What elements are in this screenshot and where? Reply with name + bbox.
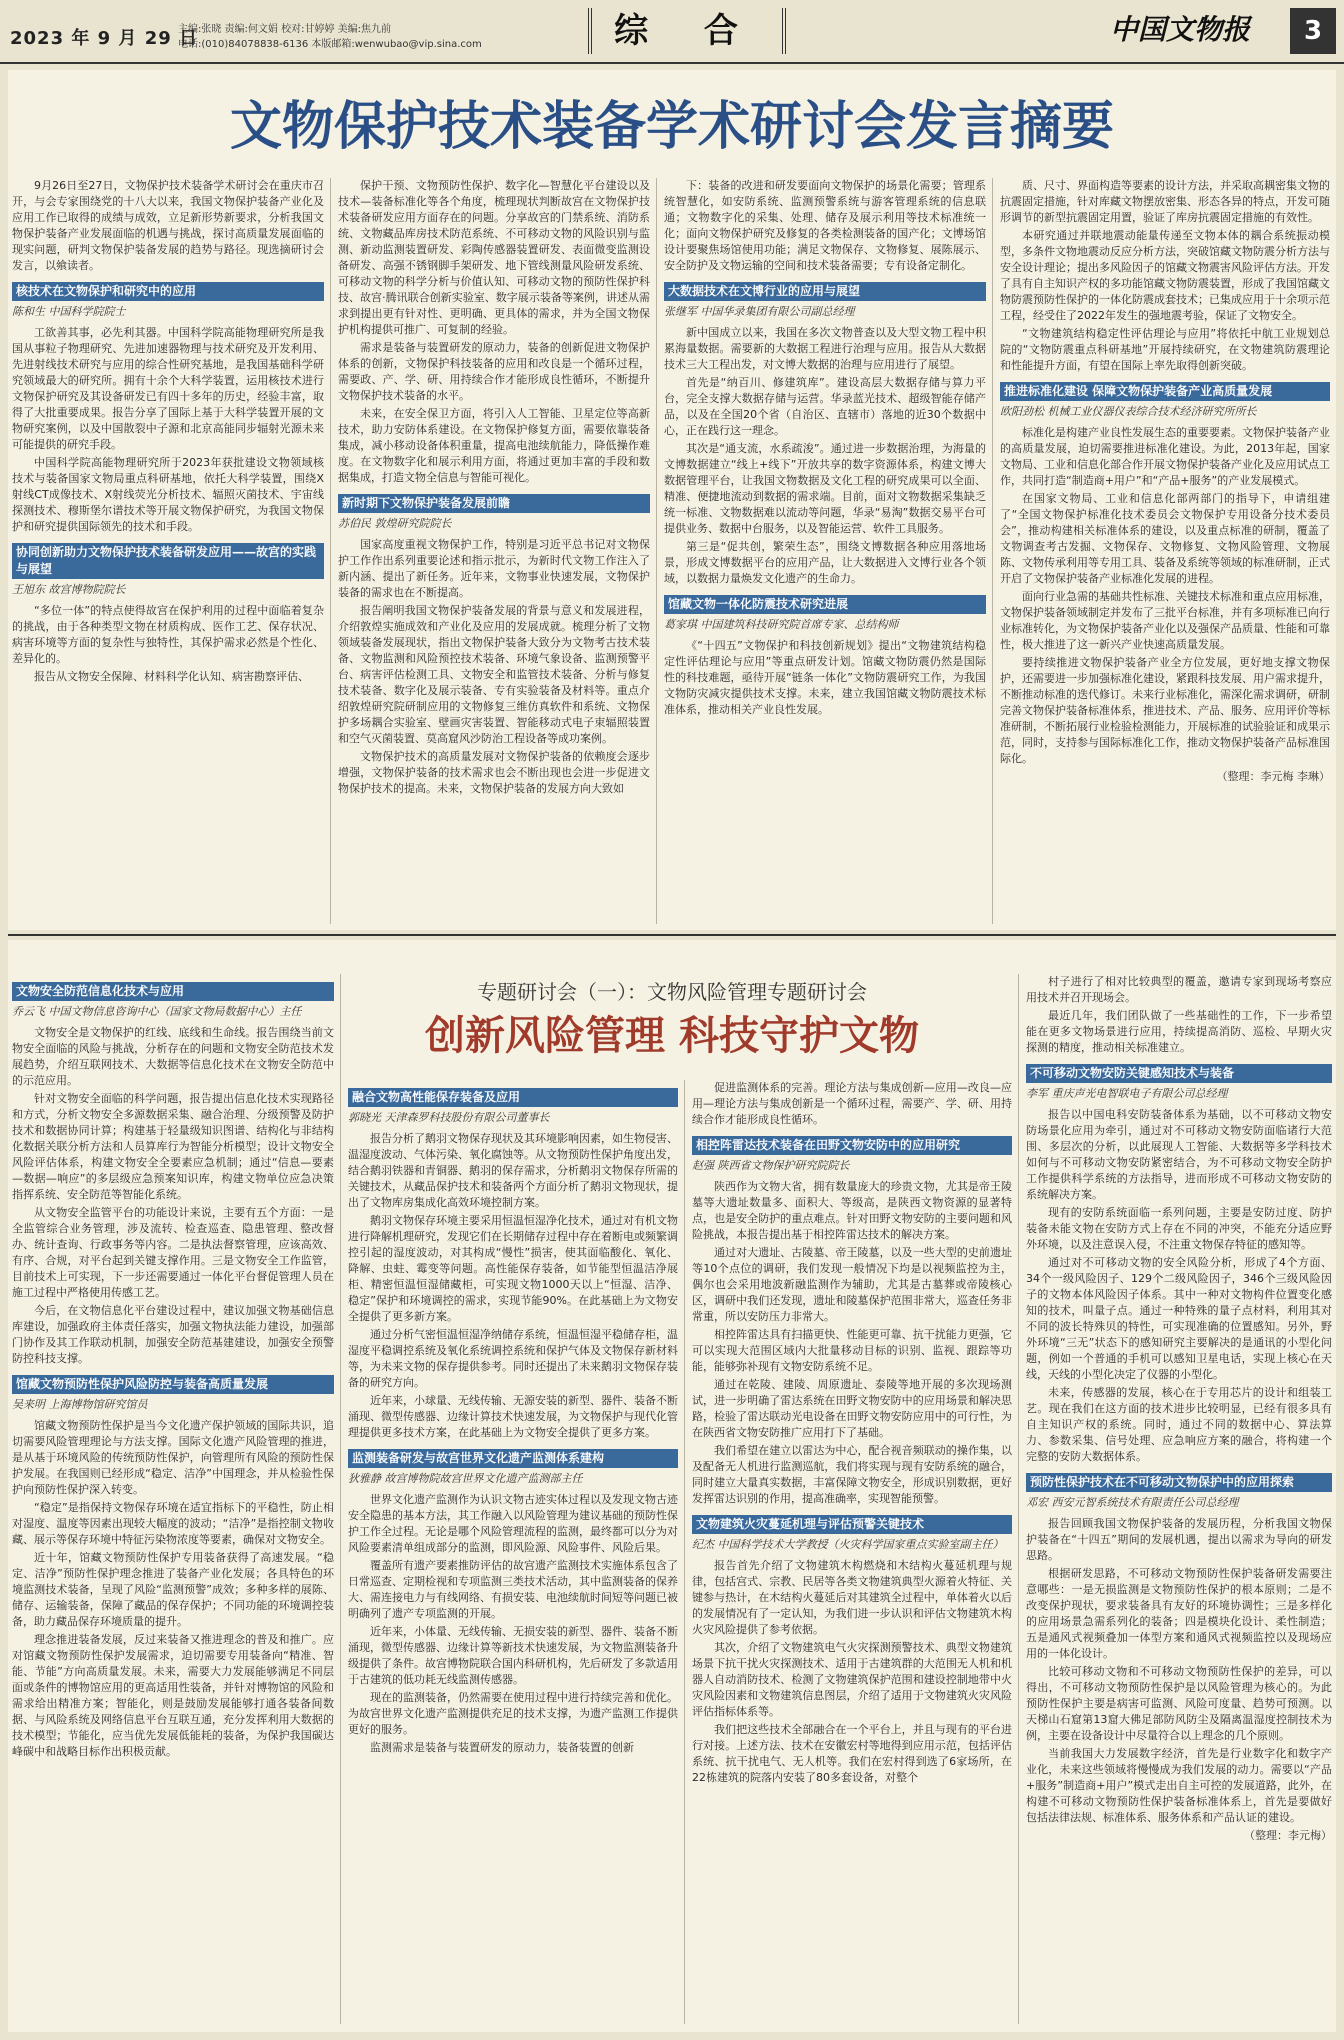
body-paragraph: 理念推进装备发展，反过来装备又推进理念的普及和推广。应对馆藏文物预防性保护发展需求，迫切需要专用装备向“精准、智能、节能”方向高质量发展。未来，需要大力发展能够满足不同层面或条件的博物馆应用的更高适用性装备，并针对博物馆的风险和需求给出精准方案；智能化，则是鼓励发展能够打通各装备间数据、与风险系统及网络信息平台互联互通，充分发挥利用大数据的技术模型；节能化，应当优先发展低能耗的装备，为保护我国碳达峰碳中和战略目标作出积极贡献。 xyxy=(12,1633,334,1758)
author-byline: 赵强 陕西省文物保护研究院院长 xyxy=(692,1159,850,1172)
column-divider xyxy=(340,974,341,2024)
section-heading: 预防性保护技术在不可移动文物保护中的应用探索 xyxy=(1026,1473,1332,1492)
bottom-column-4 xyxy=(1026,974,1332,2024)
editor-signature: （整理：李元梅） xyxy=(1244,1829,1332,1842)
body-paragraph: 馆藏文物预防性保护是当今文化遗产保护领域的国际共识，追切需要风险管理理论与方法支撑。国际文化遗产风险管理的推进，是从基于环境风险的传统预防性保护，向管理所有风险的预防性保护发展。在我国则已经形成“稳定、洁净”中国理念，并从检验性保护向预防性保护深入转变。 xyxy=(12,1419,334,1496)
body-paragraph: 通过对大遗址、古陵墓、帝王陵墓，以及一些大型的史前遗址等10个点位的调研，我们发现一般情况下均是以视频监控为主，偶尔也会采用地波新融监测作为辅助，尤其是古墓葬或帝陵核心区，调研中我们还发现，遗址和陵墓保护范围非常大，巡查任务非常重，所以安防压力非常大。 xyxy=(692,1246,1012,1323)
body-paragraph: 通过分析气密恒温恒湿净纳储存系统，恒温恒湿平稳储存柜，温湿度平稳调控系统及氧化系统调控系统和保护气体及文物保存新材料等，为未来文物的保存提供参考。同时还提出了未来鹅羽文物保存装备的研究方向。 xyxy=(348,1328,678,1389)
author-byline: 纪杰 中国科学技术大学教授（火灾科学国家重点实验室副主任） xyxy=(692,1538,1004,1551)
issue-date: 2023 年 9 月 29 日 xyxy=(10,28,199,49)
bottom-column-1 xyxy=(12,974,334,2024)
body-paragraph: 覆盖所有遗产要素推防评估的故宫遗产监测技术实施体系包含了日常巡查、定期检视和专项监测三类技术活动，其中监测装备的保养大、需连接电力与有线网络、有损安装、电池续航时间短等问题已被明确列了遗产专项监测的开展。 xyxy=(348,1559,678,1620)
body-paragraph: 工欲善其事，必先利其器。中国科学院高能物理研究所是我国从事粒子物理研究、先进加速器物理与技术研究及开发利用、先进射线技术研究与应用的综合性研究基地，是我国基础科学研究领域最大的研究所。拥有十余个大科学装置，运用核技术进行文物保护研究及其设备研发已有四十多年的历史，经验丰富，取得了大批重要成果。报告分享了国际上基于大科学装置开展的文物研究案例，以及中国散裂中子源和北京高能同步辐射光源未来可能提供的研究手段。 xyxy=(12,326,324,451)
column-divider xyxy=(330,178,331,924)
section-heading: 馆藏文物预防性保护风险防控与装备高质量发展 xyxy=(12,1375,334,1394)
body-paragraph: “多位一体”的特点使得故宫在保护利用的过程中面临着复杂的挑战，由于各种类型文物在材质构成、医作工艺、保存状况、病害环境等方面的复杂性与独特性，其保护需求必然是个性化、差异化的。 xyxy=(12,604,324,665)
body-paragraph: 监测需求是装备与装置研发的原动力，装备装置的创新 xyxy=(370,1741,634,1754)
author-byline: 李军 重庆声光电智联电子有限公司总经理 xyxy=(1026,1087,1228,1100)
body-paragraph: 文物保护技术的高质量发展对文物保护装备的依赖度会逐步增强，文物保护装备的技术需求也会不断出现也会进一步促进文物保护技术的提高。未来，文物保护装备的发展方向大致如 xyxy=(338,750,650,795)
body-paragraph: 报告阐明我国文物保护装备发展的背景与意义和发展进程，介绍敦煌实施成效和产业化及应用的发展成就。梳理分析了文物领域装备发展现状，指出文物保护装备大致分为文物考古技术装备、文物监测和风险预控技术装备、环境气象设备、监测预警平台、病害评估检测工具、文物安全和监管技术装备、分析与修复技术装备、数字化及展示装备、专有实验装备及材料等。重点介绍敦煌研究院研制应用的文物修复三维仿真软件和系统、文物保护多场耦合实验室、壁画灾害装置、智能移动式电子束辐照装置和空气灭菌装置、莫高窟风沙防治工程设备等成功案例。 xyxy=(338,604,650,745)
author-byline: 陈和生 中国科学院院士 xyxy=(12,305,126,318)
column-divider xyxy=(684,1080,685,2024)
intro-paragraph: 9月26日至27日，文物保护技术装备学术研讨会在重庆市召开，与会专家围绕党的十八大以来，我国文物保护装备产业化及应用工作已取得的成绩与成效，立足新形势新要求，分析我国文物保护装备产业发展面临的机遇与挑战，探讨高质量发展面临的现实问题，研判文物保护装备发展的趋势与路径。现选摘研讨会发言，以飨读者。 xyxy=(12,179,324,272)
body-paragraph: 质、尺寸、界面构造等要素的设计方法，并采取高耦密集文物的抗震固定措施，针对库藏文物摆放密集、形态各异的特点，开发可随形调节的新型抗震固定用置，验证了库房抗震固定措施的有效性。 xyxy=(1000,179,1330,224)
bottom-article-panel xyxy=(8,940,1336,2032)
bottom-column-3 xyxy=(692,1080,1012,2024)
body-paragraph: 国家高度重视文物保护工作，特别是习近平总书记对文物保护工作作出系列重要论述和指示批示，为新时代文物工作注入了新内涵、提出了新任务。近年来，文物事业快速发展，文物保护装备的需求也在不断提高。 xyxy=(338,538,650,599)
section-heading: 相控阵雷达技术装备在田野文物安防中的应用研究 xyxy=(692,1136,1012,1155)
body-paragraph: “文物建筑结构稳定性评估理论与应用”将依托中航工业规划总院的“文物防震重点科研基地”开展持续研究，在文物建筑防震理论和性能提升方面，有望在国际上率先取得创新突破。 xyxy=(1000,327,1330,372)
top-column-1 xyxy=(12,178,324,924)
column-divider xyxy=(1018,974,1019,2024)
body-paragraph: 当前我国大力发展数字经济，首先是行业数字化和数字产业化，未来这些领域将慢慢成为我们发展的动力。需要以“产品+服务”制造商+用户”模式走出自主可控的发展道路，此外，在构建不可移动文物预防性保护装备标准体系上，首先是要做好包括法律法规、标准体系、服务体系和产品认证的建设。 xyxy=(1026,1747,1332,1824)
masthead xyxy=(0,0,1344,64)
top-column-4 xyxy=(1000,178,1330,924)
body-paragraph: 要持续推进文物保护装备产业全方位发展，更好地支撑文物保护，还需要进一步加强标准化建设，紧跟科技发展、用户需求提升，不断推动标准的迭代修订。未来行业标准化，需深化需求调研，研制完善文物保护装备标准体系，推进技术、产品、服务、应用评价等标准研制，不断拓展行业检验检测能力，开展标准的试验验证和成果示范，同时，支持参与国际标准化工作，推动文物保护装备产品标准国际化。 xyxy=(1000,656,1330,765)
top-column-3 xyxy=(664,178,986,924)
body-paragraph: 我们把这些技术全部融合在一个平台上，并且与现有的平台进行对接。上述方法、技术在安徽宏村等地得到应用示范，包括评估系统、抗干扰电气、无人机等。我们在宏村得到选了6家场所，在22栋建筑的院落内安装了80多套设备，对整个 xyxy=(692,1723,1012,1784)
body-paragraph: 标准化是构建产业良性发展生态的重要要素。文物保护装备产业的高质量发展，迫切需要推进标准化建设。为此，2013年起，国家文物局、工业和信息化部合作开展文物保护装备产业化及应用试点工作，共同打造“制造商+用户”和“产品+服务”的产业发展模式。 xyxy=(1000,426,1330,487)
body-paragraph: 根据研发思路，不可移动文物预防性保护装备研发需要注意哪些：一是无损监测是文物预防性保护的根本原则；二是不改变保护现状，要求装备具有友好的环境协调性；三是多样化的应用场景急需系列化的装备；四是模块化设计、柔性制造；五是通风式视频叠加一体型方案和通风式视频监控以及现场应用的一体化设计。 xyxy=(1026,1567,1332,1660)
body-paragraph: 在国家文物局、工业和信息化部两部门的指导下，申请组建了“全国文物保护标准化技术委员会文物保护专用设备分技术委员会”，推动构建相关标准体系的建设，以及重点标准的研制，覆盖了文物调查考古发掘、文物保存、文物修复、文物风险管理、文物展陈、文物传承利用等专用工具、装备及系统等领域的标准研制，正式开启了文物保护装备产业标准化发展的进程。 xyxy=(1000,492,1330,585)
body-paragraph: 《“十四五”文物保护和科技创新规划》提出“文物建筑结构稳定性评估理论与应用”等重点研发计划。馆藏文物防震仍然是国际性的科技难题，亟待开展“链条一体化”文物防震研究工作，为我国文物防灾减灾提供技术支撑。未来，建立我国馆藏文物防震技术标准体系，推动相关产业良性发展。 xyxy=(664,639,986,716)
body-paragraph: 针对文物安全面临的科学问题，报告提出信息化技术实现路径和方式，分析文物安全多源数据采集、融合治理、分级预警及防护技术和数据协同计算；构建基于轻量级知识图谱、结构化与非结构化数据关联分析方法和人员算库行为智能分析模型；设计文物安全风险评估体系，构建文物安全全要素应急机制；通过“信息—要素—数据—响应”的多层级应急预案知识库，构建文物单位应急决策指挥系统、安全防范等智能化系统。 xyxy=(12,1092,334,1201)
body-paragraph: 本研究通过并联地震动能量传递至文物本体的耦合系统振动模型，多条件文物地震动反应分析方法，突破馆藏文物防震分析方法与安全设计理论；提出多风险因子的馆藏文物震害风险评估方法。开发了具有自主知识产权的多功能馆藏文物防震装置，形成了我国馆藏文物防震预防性保护的一体化防震成套技术；已集成应用于十余项示范工程，经受住了2022年发生的强地震考验，保证了文物安全。 xyxy=(1000,229,1330,322)
section-heading: 文物建筑火灾蔓延机理与评估预警关键技术 xyxy=(692,1515,1012,1534)
section-heading: 协同创新助力文物保护技术装备研发应用——故宫的实践与展望 xyxy=(12,543,324,579)
body-paragraph: 村子进行了相对比较典型的覆盖，邀请专家到现场考察应用技术并召开现场会。 xyxy=(1026,975,1332,1004)
body-paragraph: 近年来，小球量、无线传输、无源安装的新型、器件、装备不断涌现、微型传感器、边缘计算技术快速发展，为文物保护与现代化管理提供更多技术方案，在此基础上为文物安全提供了更多方案。 xyxy=(348,1394,678,1439)
body-paragraph: 现在的监测装备，仍然需要在使用过程中进行持续完善和优化。为故宫世界文化遗产监测提供充足的技术支撑，为遗产监测工作提供更好的服务。 xyxy=(348,1691,678,1736)
newspaper-logo: 中国文物报 xyxy=(1110,13,1251,46)
column-divider xyxy=(992,178,993,924)
section-title: 综 合 xyxy=(588,8,786,54)
section-heading: 监测装备研发与故宫世界文化遗产监测体系建构 xyxy=(348,1449,678,1468)
body-paragraph: 报告以中国电科安防装备体系为基础，以不可移动文物安防场景化应用为牵引，通过对不可移动文物安防面临诸行大范围、多层次的分析，以此展现人工智能、大数据等多学科技术如何与不可移动文物安防紧密结合，为不可移动文物安全防护工作提供科学系统的方法指导，进而形成不可移动文物安防的系统解决方案。 xyxy=(1026,1108,1332,1201)
author-byline: 葛家琪 中国建筑科技研究院首席专家、总结构师 xyxy=(664,618,899,631)
body-paragraph: 需求是装备与装置研发的原动力，装备的创新促进文物保护体系的创新，文物保护科技装备的应用和改良是一个循环过程，需要政、产、学、研、用持续合作才能形成良性循环，不断提升文物保护技术装备的水平。 xyxy=(338,341,650,402)
body-paragraph: 今后，在文物信息化平台建设过程中，建议加强文物基础信息库建设，加强政府主体责任落实，加强文物执法能力建设，加强部门协作及其工作联动机制，加强安全防范基建建设，加强安全预警防控科技支撑。 xyxy=(12,1304,334,1365)
credits-line-2: 电话:(010)84078838-6136 本版邮箱:wenwubao@vip.sina.com xyxy=(178,39,482,50)
body-paragraph: 其次是“通支流，水系疏浚”。通过进一步数据治理，为海量的文博数据建立“线上+线下”开放共享的数字资源体系，构建文博大数据管理平台，让我国文物数据及文化工程的研究成果可以全面、精准、便捷地流动到数据的需求端。目前，面对文物数据采集缺乏统一标准、文物数据难以流动等问题，华录“易淘”数据交易平台可提供业务、数据中台服务，以及智能运营、软件工具服务。 xyxy=(664,442,986,535)
author-byline: 狄雅静 故宫博物院故宫世界文化遗产监测部主任 xyxy=(348,1472,583,1485)
body-paragraph: 面向行业急需的基础共性标准、关键技术标准和重点应用标准，文物保护装备领域制定并发布了三批平台标准，并有多项标准已向行业标准转化，为文物保护装备产业化以及强保产品质量、性能和可靠性，极大推进了这一新兴产业快速高质量发展。 xyxy=(1000,590,1330,651)
body-paragraph: 第三是“促共创，繁荣生态”，围绕文博数据各种应用落地场景，形成文博数据平台的应用产品，让大数据进入文博行业各个领域，以数据力量焕发文化遗产的生命力。 xyxy=(664,540,986,585)
body-paragraph: 世界文化遗产监测作为认识文物古迹实体过程以及发现文物古迹安全隐患的基本方法，其工作融入以风险管理为建议基础的预防性保护工作全过程。无论是哪个风险管理流程的监测，最终都可以分为对风险要素清单组成部分的监测，即风险源、风险事件、风险后果。 xyxy=(348,1493,678,1554)
body-paragraph: 通过在乾陵、建陵、周原遗址、泰陵等地开展的多次现场测试，进一步明确了雷达系统在田野文物安防中的应用场景和解决思路，检验了雷达联动光电设备在田野文物安防应用中的可行性，为在陕西省文物安防推广应用打下了基础。 xyxy=(692,1378,1012,1439)
body-paragraph: 相控阵雷达具有扫描更快、性能更可靠、抗干扰能力更强，它可以实现大范围区域内大批量移动目标的识别、监视、跟踪等功能，能够弥补现有文物安防系统不足。 xyxy=(692,1328,1012,1373)
bottom-headline: 创新风险管理 科技守护文物 xyxy=(425,1012,919,1059)
body-paragraph: 首先是“纳百川、修建筑库”。建设高层大数据存储与算力平台，完全支撑大数据存储与运营。华录蓝光技术、超级智能存储产品，以及在全国20个省（自治区、直辖市）落地的近30个数据中心，正在践行这一理念。 xyxy=(664,376,986,437)
section-heading: 大数据技术在文博行业的应用与展望 xyxy=(664,282,986,301)
editor-credits xyxy=(178,22,482,52)
body-paragraph: 通过对不可移动文物的安全风险分析，形成了4个方面、34个一级风险因子、129个二级风险因子，346个三级风险因子的文物本体风险因子体系。其中一种对文物构件位置变化感知的技术，叫量子点。通过一种特殊的量子点材料，利用其对不同的波长特殊贝的特性，可实现准确的位置感知。另外，野外环境“三无”状态下的感知研究主要解决的是通讯的小型化问题，例如一个普通的手机可以感知卫星电话，实现上核心在天线，天线的小型化决定了仪器的小型化。 xyxy=(1026,1256,1332,1381)
author-byline: 王旭东 故宫博物院院长 xyxy=(12,583,126,596)
top-article-panel xyxy=(8,70,1336,930)
author-byline: 邓宏 西安元智系统技术有限责任公司总经理 xyxy=(1026,1496,1239,1509)
section-heading: 新时期下文物保护装备发展前瞻 xyxy=(338,494,650,513)
bottom-subheadline: 专题研讨会（一）：文物风险管理专题研讨会 xyxy=(477,980,867,1004)
body-paragraph: 近十年，馆藏文物预防性保护专用装备获得了高速发展。“稳定、洁净”预防性保护理念推进了装备产业化发展；各具特色的环境监测技术装备，呈现了风险“监测预警”成效；多种多样的展陈、储存、运输装备，保障了藏品的保存保护；不同功能的环境调控装备，助力藏品保存环境质量的提升。 xyxy=(12,1551,334,1628)
author-byline: 苏伯民 敦煌研究院院长 xyxy=(338,517,452,530)
masthead-rule xyxy=(0,62,1344,64)
section-heading: 融合文物高性能保存装备及应用 xyxy=(348,1088,678,1107)
top-column-2 xyxy=(338,178,650,924)
body-paragraph: 未来，在安全保卫方面，将引入人工智能、卫星定位等高新技术，助力安防体系建设。在文物保护修复方面，需要依靠装备集成，减小移动设备体积重量，提高电池续航能力，降低操作难度。在文物数字化和展示利用方面，将通过更加丰富的手段和数据集成，打造文物全信息与智能可视化。 xyxy=(338,407,650,484)
body-paragraph: 其次，介绍了文物建筑电气火灾探测预警技术、典型文物建筑场景下抗干扰火灾探测技术、适用于古建筑群的大范围无人机和机器人自动消防技术、检测了文物建筑保护范围和建设控制地带中火灾风险因素和文物建筑信息图层，介绍了适用于文物建筑火灾风险评估指标体系等。 xyxy=(692,1641,1012,1718)
body-paragraph: 报告回顾我国文物保护装备的发展历程，分析我国文物保护装备在“十四五”期间的发展机遇，提出以需求为导向的研发思路。 xyxy=(1026,1517,1332,1562)
section-heading: 馆藏文物一体化防震技术研究进展 xyxy=(664,595,986,614)
body-paragraph: 报告首先介绍了文物建筑木构燃烧和木结构火蔓延机理与规律，包括宫式、宗教、民居等各类文物建筑典型火源着火特征、关键参与热计，在木结构火蔓延后对其建筑全过程中，单体着火以后的发展情况有了一定认知，为我们进一步认识和评估文物建筑木构火灾风险提供了参考依据。 xyxy=(692,1559,1012,1636)
section-heading: 不可移动文物安防关键感知技术与装备 xyxy=(1026,1064,1332,1083)
bottom-column-2 xyxy=(348,1080,678,2024)
section-separator xyxy=(8,934,1336,936)
top-headline: 文物保护技术装备学术研讨会发言摘要 xyxy=(229,96,1114,157)
author-byline: 张继军 中国华录集团有限公司副总经理 xyxy=(664,305,855,318)
body-paragraph: “稳定”是指保持文物保存环境在适宜指标下的平稳性，防止相对湿度、温度等因素出现较大幅度的波动；“洁净”是指控制文物收藏、展示等保存环境中特征污染物浓度等要素，确保对文物安全。 xyxy=(12,1501,334,1546)
body-paragraph: 我们希望在建立以雷达为中心，配合视音频联动的操作集，以及配备无人机进行监测巡航，我们将实现与现有安防系统的融合，同时建立大量真实数据，丰富保障文物安全，形成识别数据，更好发挥雷达识别的作用，提高准确率，实现智能预警。 xyxy=(692,1444,1012,1505)
body-paragraph: 比较可移动文物和不可移动文物预防性保护的差异，可以得出，不可移动文物预防性保护是以风险管理为核心的。为此预防性保护主要是病害可监测、风险可度量、趋势可预测。以天梯山石窟第13窟大佛足部防风防尘及隔离温湿度控制技术为例，主要在设备设计中尽量符合以上理念的几个原则。 xyxy=(1026,1665,1332,1742)
body-paragraph: 促进监测体系的完善。理论方法与集成创新—应用—改良—应用—理论方法与集成创新是一个循环过程，需要产、学、研、用持续合作才能形成良性循环。 xyxy=(692,1081,1012,1126)
body-paragraph: 中国科学院高能物理研究所于2023年获批建设文物领域核技术与装备国家文物局重点科研基地，依托大科学装置，围绕X射线CT成像技术、X射线荧光分析技术、辐照灭菌技术、宇宙线探测技术、穆斯堡尔谱技术等开展文物保护研究，为我国文物保护和研究提供国际领先的技术和手段。 xyxy=(12,456,324,533)
section-heading: 核技术在文物保护和研究中的应用 xyxy=(12,282,324,301)
body-paragraph: 新中国成立以来，我国在多次文物普查以及大型文物工程中积累海量数据。需要新的大数据工程进行治理与应用。报告从大数据技术三大工程出发，对文博大数据的治理与应用进行了展望。 xyxy=(664,326,986,371)
body-paragraph: 报告从文物安全保障、材料科学化认知、病害勘察评估、 xyxy=(34,670,309,683)
body-paragraph: 报告分析了鹅羽文物保存现状及其环境影响因素，如生物侵害、温湿度波动、气体污染、氧化腐蚀等。从文物预防性保护角度出发，结合鹅羽铁器和青铜器、鹅羽的保存需求，分析鹅羽文物保存所需的关键技术，从藏品保护技术和装备两个方面分析了鹅羽文物现状，提出了文物库房集成化高效环境控制方案。 xyxy=(348,1132,678,1209)
author-byline: 欧阳劲松 机械工业仪器仪表综合技术经济研究所所长 xyxy=(1000,405,1257,418)
body-paragraph: 近年来，小体量、无线传输、无损安装的新型、器件、装备不断涌现，微型传感器、边缘计算等新技术快速发展，为文物监测装备升级提供了条件。故宫博物院联合国内科研机构，先后研发了多款适用于古建筑的低功耗无线监测传感器。 xyxy=(348,1625,678,1686)
body-paragraph: 陕西作为文物大省，拥有数量庞大的珍贵文物，尤其是帝王陵墓等大遗址数量多、面积大、等级高，是陕西文物资源的显著特点，也是安全防护的重点难点。针对田野文物安防的主要问题和风险挑战，本报告提出基于相控阵雷达技术的解决方案。 xyxy=(692,1180,1012,1241)
body-paragraph: 下：装备的改进和研发要面向文物保护的场景化需要；管理系统智慧化，如安防系统、监测预警系统与游客管理系统的信息联通；文物数字化的采集、处理、储存及展示利用等技术标准统一化；面向文物保护研究及修复的各类检测装备的国产化；文博场馆设计要聚焦场馆使用功能；满足文物保存、文物修复、展陈展示、安全防护及文物运输的空间和技术装备需要；专有设备定制化。 xyxy=(664,179,986,272)
page-number: 3 xyxy=(1290,8,1336,54)
column-divider xyxy=(656,178,657,924)
body-paragraph: 最近几年，我们团队做了一些基础性的工作，下一步希望能在更多文物场景进行应用，持续提高消防、巡检、早期火灾探测的精度，推动相关标准建立。 xyxy=(1026,1009,1332,1054)
author-byline: 郭晓光 天津森罗科技股份有限公司董事长 xyxy=(348,1111,550,1124)
editor-signature: （整理：李元梅 李琳） xyxy=(1216,770,1330,783)
body-paragraph: 从文物安全监管平台的功能设计来说，主要有五个方面：一是全监管综合业务管理，涉及流转、检查巡查、隐患管理、整改督办、统计查询、行政事务等内容。二是执法督察管理，应该高效、有序、合规，对平台起到关键支撑作用。三是文物安全工作监管，目前技术上可实现，下一步还需要通过一体化平台督促管理人员在施工过程中严格使用传感工艺。 xyxy=(12,1206,334,1299)
section-heading: 推进标准化建设 保障文物保护装备产业高质量发展 xyxy=(1000,382,1330,401)
body-paragraph: 文物安全是文物保护的红线、底线和生命线。报告围绕当前文物安全面临的风险与挑战，分析存在的问题和文物安全防范技术发展趋势，介绍互联网技术、大数据等信息化技术在文物安全防范中的示范应用。 xyxy=(12,1026,334,1087)
credits-line-1: 主编:张晓 责编:何文娟 校对:甘婷婷 美编:焦九前 xyxy=(178,24,392,35)
body-paragraph: 保护干预、文物预防性保护、数字化—智慧化平台建设以及技术—装备标准化等各个角度，梳理现状判断故宫在文物保护技术装备研发应用方面存在的问题。分享故宫的门禁系统、消防系统、文物藏品库房技术防范系统、不可移动文物的风险识别与监测、新动监测装置研发、彩陶传感器装置研发、表面微变监测设备研发、高强不锈钢脚手架研发、地下管线测量风险研发系统、可移动文物的科学分析与价值认知、可移动文物的预防性保护科技、故宫·腾讯联合创新实验室、数字展示装备等案例，讲述从需求到提出更有针对性、更明确、更具体的需求，并为全国文物保护机构提供可推广、可复制的经验。 xyxy=(338,179,650,336)
author-byline: 乔云飞 中国文物信息咨询中心（国家文物局数据中心）主任 xyxy=(12,1005,302,1018)
body-paragraph: 鹅羽文物保存环境主要采用恒温恒湿净化技术，通过对有机文物进行降解机理研究，发现它们在长期储存过程中存在着断电或频繁调控引起的湿度波动，对其构成“慢性”损害，使其面临酸化、氧化、降解、虫蛀、霉变等问题。高性能保存装备，如节能型恒温洁净展柜、精密恒温恒湿储藏柜，可实现文物1000天以上“恒湿、洁净、稳定”保护和环境调控的需求，实现节能90%。在此基础上为文物安全提供了更多新方案。 xyxy=(348,1214,678,1323)
section-heading: 文物安全防范信息化技术与应用 xyxy=(12,982,334,1001)
author-byline: 吴来明 上海博物馆研究馆员 xyxy=(12,1398,148,1411)
body-paragraph: 现有的安防系统面临一系列问题，主要是安防过度、防护装备未能文物在安防方式上存在不同的冲突，不能充分适应野外环境，以及注意误入侵，不注重文物保存特征的感知等。 xyxy=(1026,1206,1332,1251)
body-paragraph: 未来，传感器的发展，核心在于专用芯片的设计和组装工艺。现在我们在这方面的技术进步比较明显，已经有很多具有自主知识产权的系统。同时，通过不同的数据中心、算法算力、参数采集、信号处理、应急响应方案的融合，将构建一个完整的安防大数据体系。 xyxy=(1026,1386,1332,1463)
